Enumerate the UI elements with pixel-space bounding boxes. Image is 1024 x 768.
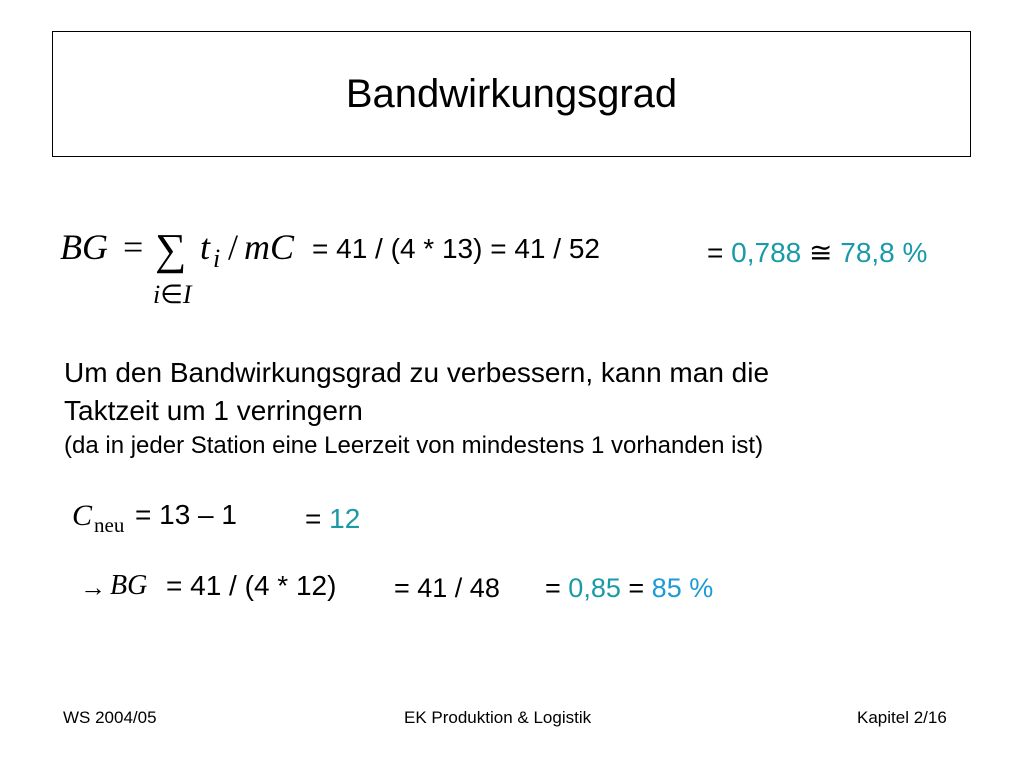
arrow-icon: →: [80, 572, 106, 602]
result-value: 0,788: [731, 237, 802, 268]
slide-title: Bandwirkungsgrad: [345, 71, 678, 116]
cneu-subscript: neu: [94, 513, 125, 537]
title-box: [52, 31, 971, 157]
bg-new-symbol: BG: [110, 570, 148, 601]
formula-equals: =: [123, 227, 144, 267]
formula-result: [707, 236, 927, 270]
sum-index-i: i: [153, 280, 161, 309]
bg-new-percent: 85 %: [651, 573, 714, 603]
sum-index-set: I: [182, 280, 192, 309]
formula-t: t: [200, 227, 211, 267]
cneu-result-value: 12: [329, 503, 361, 534]
paragraph-line-2: Taktzeit um 1 verringern: [64, 395, 363, 426]
formula-slash: /: [228, 227, 239, 267]
bg-new-value: 0,85: [568, 573, 621, 603]
cneu-expr: = 13 – 1: [135, 499, 237, 530]
cneu-result: [305, 503, 360, 535]
formula-bg-symbol: BG: [60, 227, 108, 267]
bg-new-fraction: = 41 / 48: [394, 573, 500, 603]
formula-summation-index: [153, 279, 192, 310]
formula-t-subscript: i: [213, 244, 221, 273]
explanation-paragraph: [64, 354, 769, 462]
footer-right: Kapitel 2/16: [857, 708, 947, 727]
approx-symbol: ≅: [809, 238, 833, 269]
summation-symbol: ∑: [155, 225, 187, 274]
footer-left: WS 2004/05: [63, 708, 157, 727]
paragraph-note: (da in jeder Station eine Leerzeit von mindestens 1 vorhanden ist): [64, 432, 764, 459]
cneu-result-equals: =: [305, 503, 322, 534]
result-percent: 78,8 %: [840, 237, 928, 268]
bg-new-expr: = 41 / (4 * 12): [166, 570, 337, 601]
paragraph-line-1: Um den Bandwirkungsgrad zu verbessern, kann man die: [64, 357, 770, 388]
bg-new-equals-2: =: [628, 573, 645, 603]
result-equals: =: [707, 237, 724, 268]
formula-mc: mC: [244, 227, 295, 267]
element-of-symbol: ∈: [160, 280, 183, 309]
cneu-c-symbol: C: [72, 499, 93, 532]
bg-new-result: [545, 573, 713, 604]
formula-calculation: = 41 / (4 * 13) = 41 / 52: [312, 233, 600, 264]
bg-new-equals-1: =: [545, 573, 561, 603]
footer-center: EK Produktion & Logistik: [404, 708, 592, 727]
